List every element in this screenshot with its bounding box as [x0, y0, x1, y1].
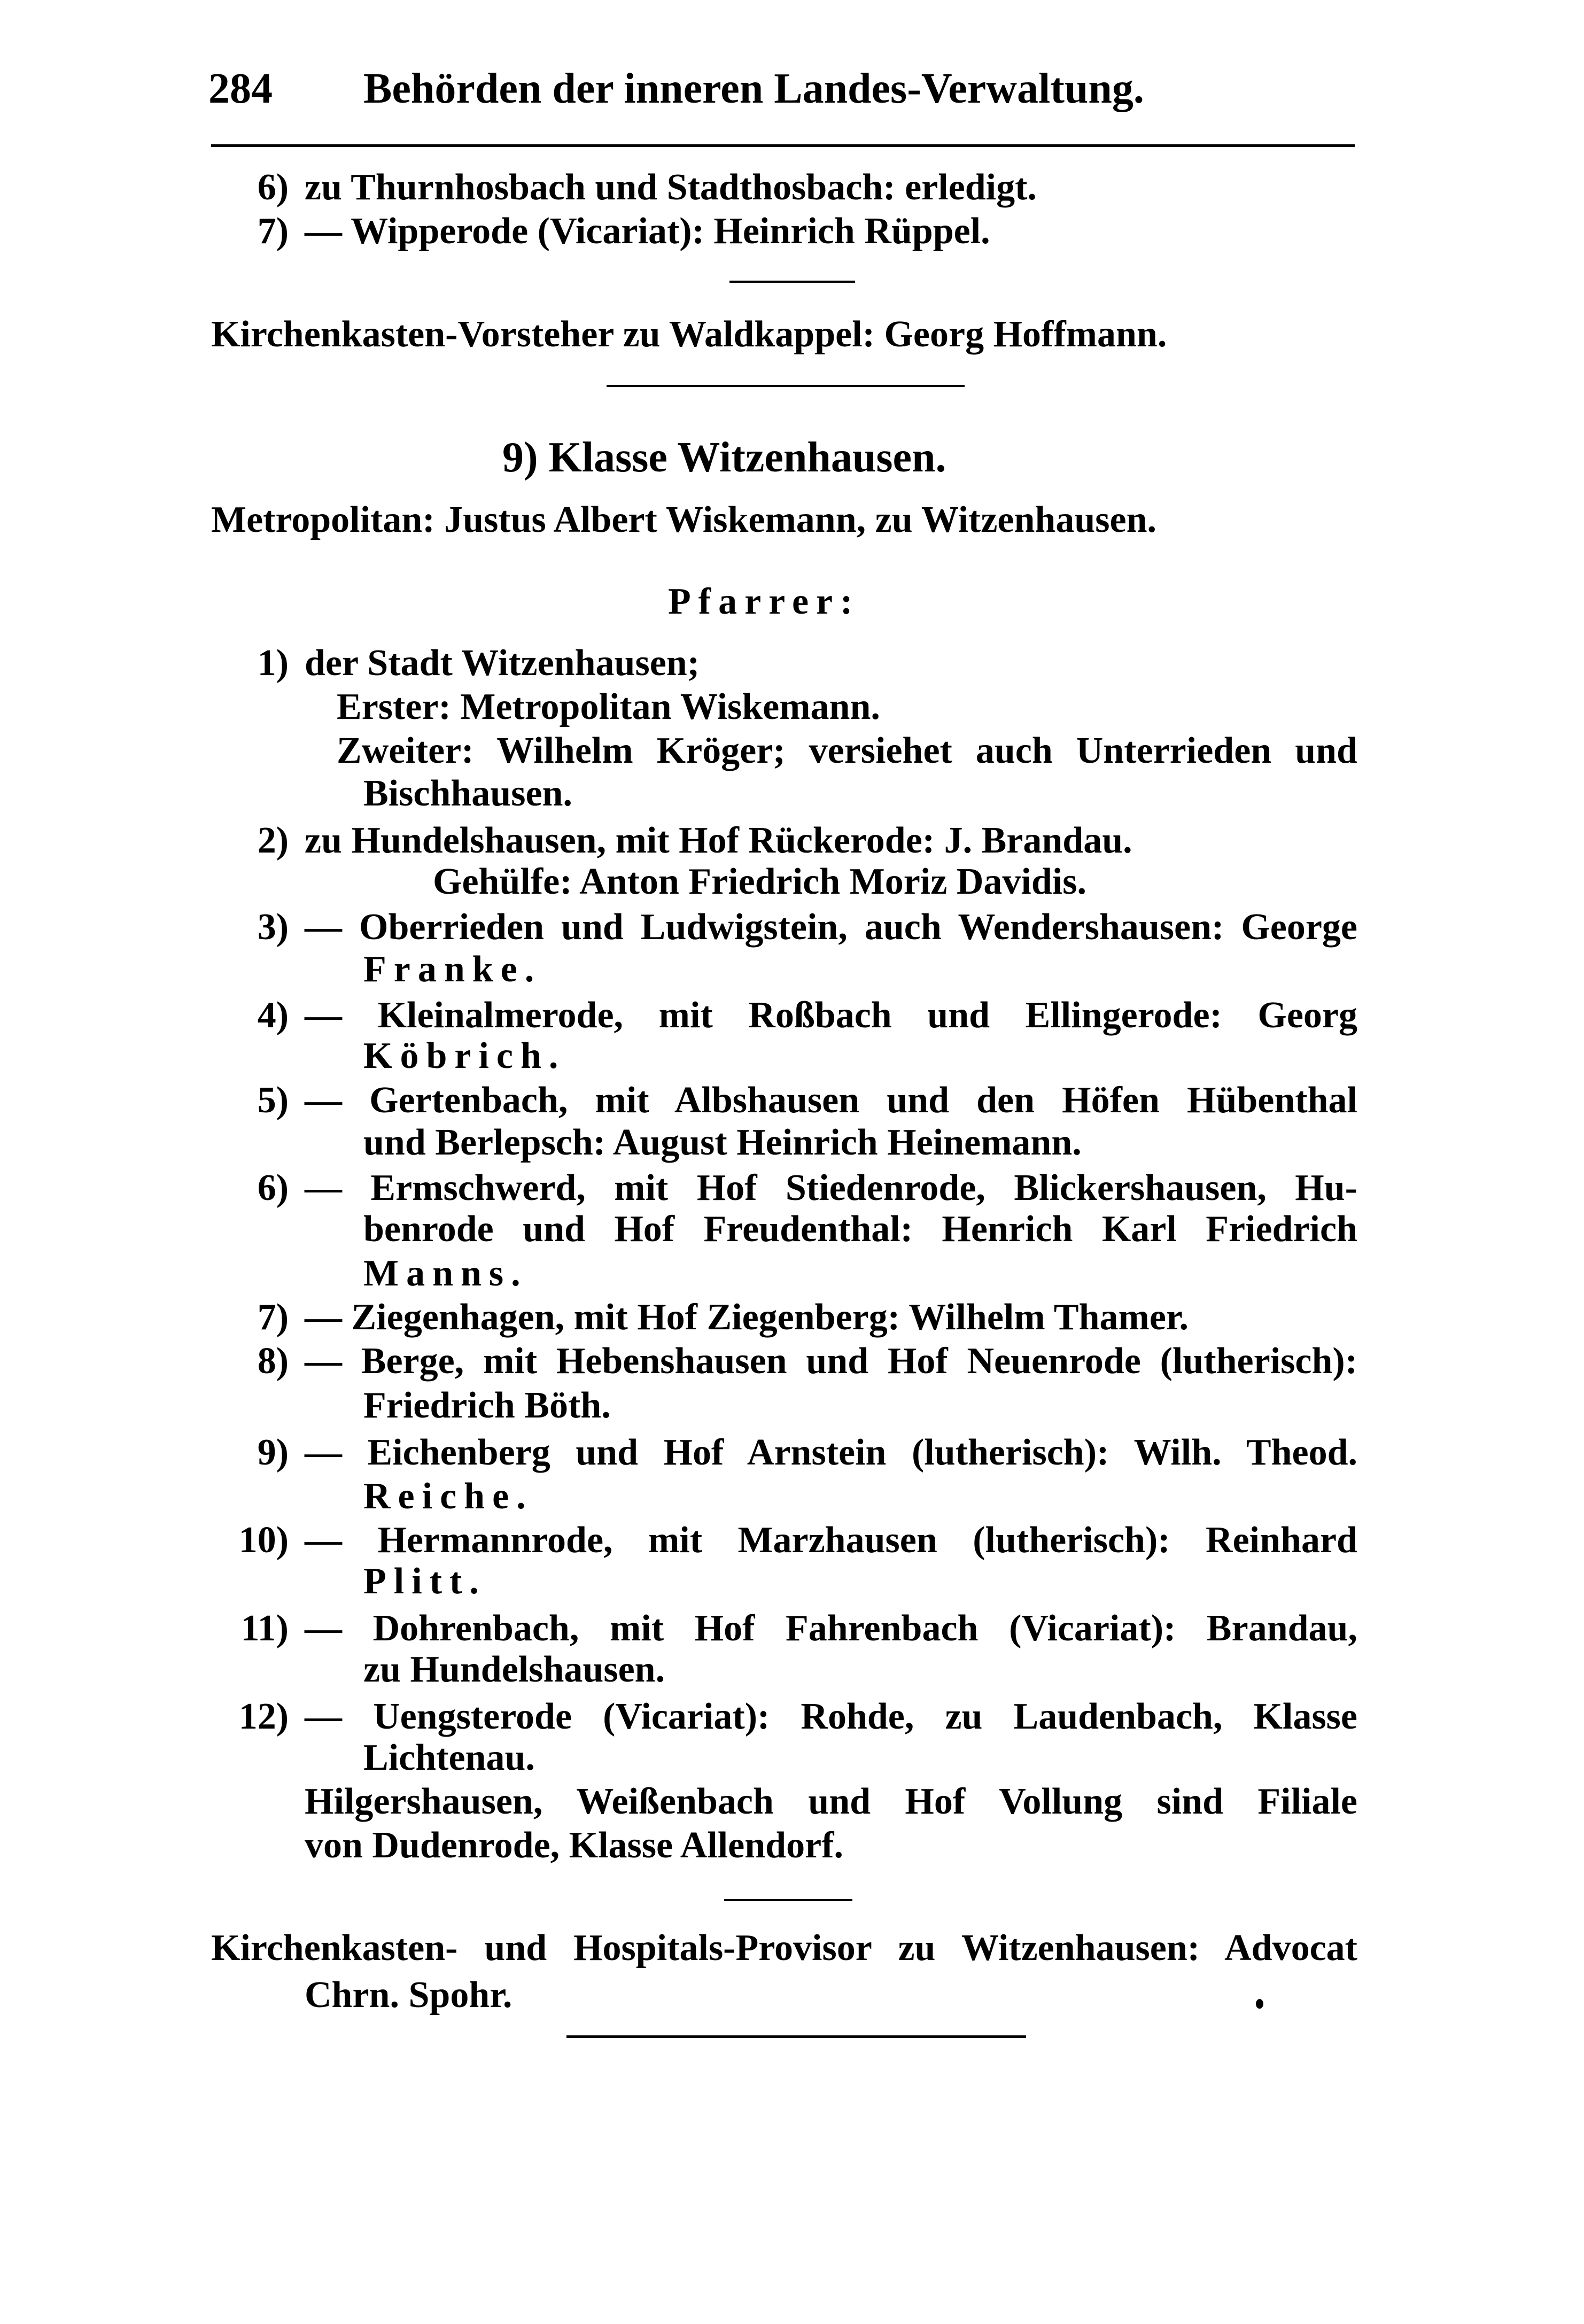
entry-line: — Hermannrode, mit Marzhausen (lutherisch): Reinhard — [305, 1520, 1357, 1561]
entry-text: — Wipperode (Vicariat): Heinrich Rüppel. — [305, 211, 990, 252]
entry-line: — Dohrenbach, mit Hof Fahrenbach (Vicariat): Brandau, — [305, 1608, 1357, 1649]
entry-line: — Berge, mit Hebenshausen und Hof Neuenrode (lutherisch): — [305, 1341, 1357, 1382]
entry-line: Bischhausen. — [363, 773, 572, 814]
divider — [724, 1899, 852, 1901]
entry-line: — Uengsterode (Vicariat): Rohde, zu Laudenbach, Klasse — [305, 1696, 1357, 1737]
filiale-note-line: von Dudenrode, Klasse Allendorf. — [305, 1825, 843, 1866]
entry-line: Gehülfe: Anton Friedrich Moriz Davidis. — [433, 861, 1086, 902]
entry-line: Erster: Metropolitan Wiskemann. — [337, 686, 880, 727]
entry-line: — Eichenberg und Hof Arnstein (lutherisch): Wilh. Theod. — [305, 1432, 1357, 1473]
entry-line: — Kleinalmerode, mit Roßbach und Ellingerode: Georg — [305, 995, 1357, 1036]
provisor-line: Kirchenkasten- und Hospitals-Provisor zu Witzenhausen: Advocat — [211, 1927, 1357, 1969]
section-title: 9) Klasse Witzenhausen. — [502, 434, 946, 481]
entry-line: und Berlepsch: August Heinrich Heinemann. — [363, 1122, 1082, 1163]
ink-dot — [1256, 1999, 1263, 2009]
running-title: Behörden der inneren Landes-Verwaltung. — [363, 65, 1144, 112]
entry-number: 11) — [240, 1608, 289, 1649]
entry-number: 3) — [257, 907, 289, 948]
kirchenkasten-line: Kirchenkasten-Vorsteher zu Waldkappel: Georg Hoffmann. — [211, 314, 1167, 355]
entry-number: 1) — [257, 642, 289, 684]
entry-number: 6) — [257, 1167, 289, 1209]
provisor-line: Chrn. Spohr. — [305, 1974, 513, 2016]
entry-number: 4) — [257, 995, 289, 1036]
entry-line: — Oberrieden und Ludwigstein, auch Wendershausen: George — [305, 907, 1357, 948]
metropolitan-line: Metropolitan: Justus Albert Wiskemann, zu Witzenhausen. — [211, 499, 1157, 540]
entry-line: Köbrich. — [363, 1035, 566, 1076]
divider — [607, 385, 965, 387]
entry-line: Franke. — [363, 949, 542, 990]
filiale-note-line: Hilgershausen, Weißenbach und Hof Vollung sind Filiale — [305, 1781, 1357, 1822]
entry-number: 6) — [257, 167, 289, 208]
entry-number: 9) — [257, 1432, 289, 1473]
entry-line: Manns. — [363, 1253, 528, 1294]
entry-line: Reiche. — [363, 1476, 533, 1517]
end-rule — [566, 2035, 1026, 2038]
entry-line: Zweiter: Wilhelm Kröger; versiehet auch Unterrieden und — [337, 730, 1357, 771]
entry-line: — Ziegenhagen, mit Hof Ziegenberg: Wilhelm Thamer. — [305, 1297, 1189, 1338]
entry-text: zu Thurnhosbach und Stadthosbach: erledigt. — [305, 167, 1037, 208]
entry-number: 2) — [257, 820, 289, 861]
entry-number: 10) — [238, 1520, 289, 1561]
entry-number: 7) — [257, 211, 289, 252]
entry-number: 7) — [257, 1297, 289, 1338]
entry-line: benrode und Hof Freudenthal: Henrich Karl Friedrich — [363, 1209, 1357, 1250]
entry-line: Friedrich Böth. — [363, 1385, 611, 1426]
pfarrer-heading: Pfarrer: — [668, 581, 860, 622]
entry-line: der Stadt Witzenhausen; — [305, 642, 700, 684]
page-number: 284 — [208, 65, 273, 112]
divider — [729, 281, 855, 283]
entry-line: zu Hundelshausen, mit Hof Rückerode: J. Brandau. — [305, 820, 1132, 861]
header-rule — [211, 144, 1355, 147]
entry-number: 12) — [238, 1696, 289, 1737]
entry-line: — Gertenbach, mit Albshausen und den Höfen Hübenthal — [305, 1080, 1357, 1121]
entry-line: — Ermschwerd, mit Hof Stiedenrode, Blickershausen, Hu- — [305, 1167, 1357, 1209]
entry-line: Plitt. — [363, 1561, 486, 1602]
entry-number: 8) — [257, 1341, 289, 1382]
entry-number: 5) — [257, 1080, 289, 1121]
entry-line: zu Hundelshausen. — [363, 1649, 665, 1690]
entry-line: Lichtenau. — [363, 1737, 535, 1778]
